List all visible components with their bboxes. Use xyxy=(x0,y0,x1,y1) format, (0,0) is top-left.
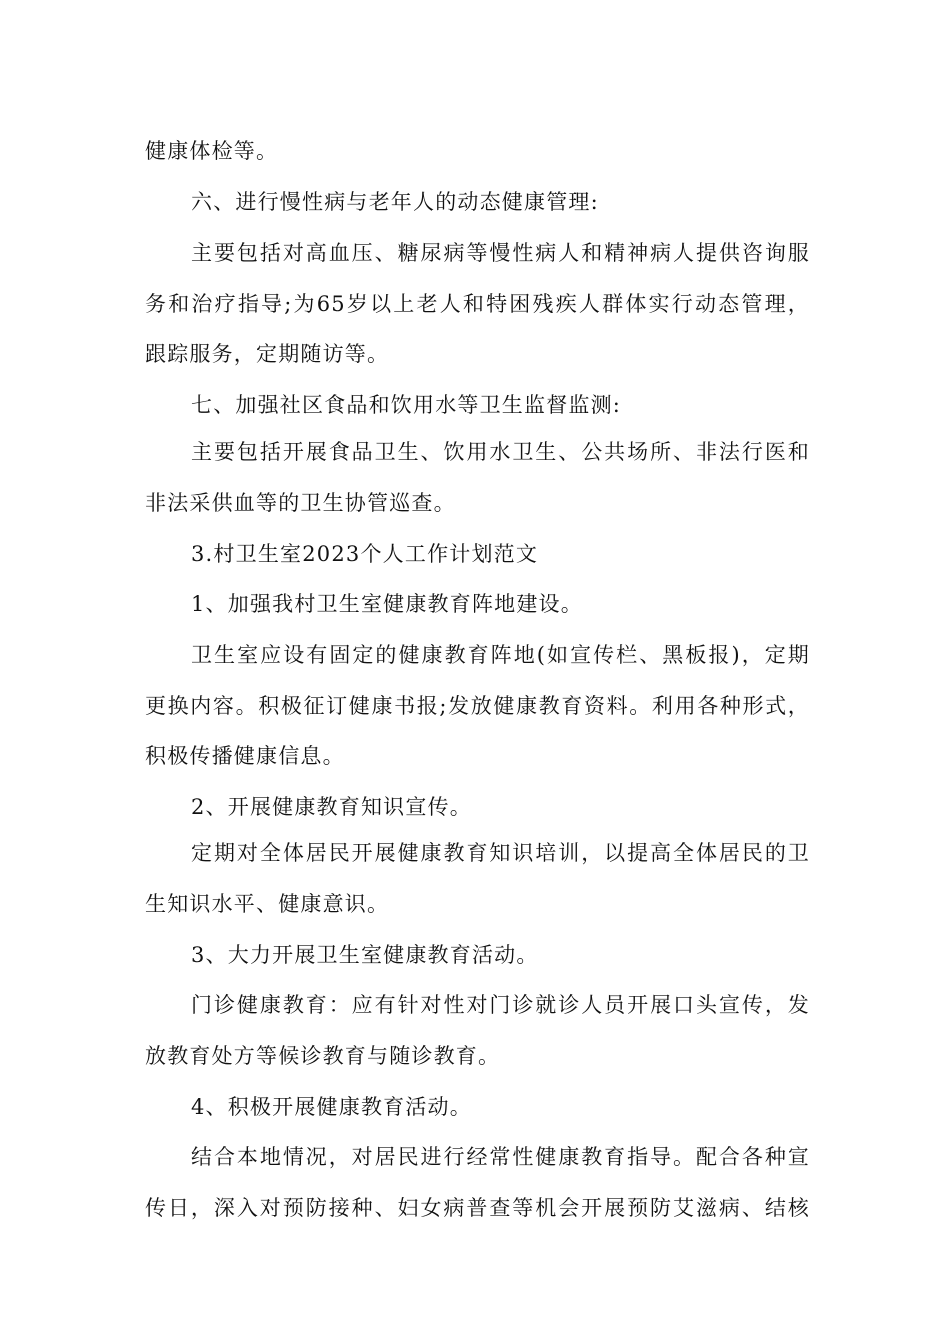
section-heading: 1、加强我村卫生室健康教育阵地建设。 xyxy=(191,592,583,616)
body-text-line: 健康体检等。 xyxy=(145,139,279,163)
body-text-line: 主要包括对高血压、糖尿病等慢性病人和精神病人提供咨询服 xyxy=(191,241,810,265)
section-heading: 2、开展健康教育知识宣传。 xyxy=(191,795,472,819)
body-text-line: 定期对全体居民开展健康教育知识培训，以提高全体居民的卫 xyxy=(191,841,810,865)
section-heading: 3、大力开展卫生室健康教育活动。 xyxy=(191,943,539,967)
body-text-line: 主要包括开展食品卫生、饮用水卫生、公共场所、非法行医和 xyxy=(191,440,810,464)
body-text-line: 传日，深入对预防接种、妇女病普查等机会开展预防艾滋病、结核 xyxy=(145,1196,810,1220)
section-heading: 六、进行慢性病与老年人的动态健康管理: xyxy=(191,190,599,214)
body-text-line: 门诊健康教育：应有针对性对门诊就诊人员开展口头宣传，发 xyxy=(191,993,810,1017)
body-text-line: 生知识水平、健康意识。 xyxy=(145,892,390,916)
body-text-line: 积极传播健康信息。 xyxy=(145,744,345,768)
section-heading: 4、积极开展健康教育活动。 xyxy=(191,1095,472,1119)
body-text-line: 卫生室应设有固定的健康教育阵地(如宣传栏、黑板报)，定期 xyxy=(191,643,810,667)
body-text-line: 放教育处方等候诊教育与随诊教育。 xyxy=(145,1044,501,1068)
document-title: 3.村卫生室2023个人工作计划范文 xyxy=(191,542,539,566)
body-text-line: 结合本地情况，对居民进行经常性健康教育指导。配合各种宣 xyxy=(191,1145,810,1169)
body-text-line: 更换内容。积极征订健康书报;发放健康教育资料。利用各种形式， xyxy=(145,694,810,718)
section-heading: 七、加强社区食品和饮用水等卫生监督监测: xyxy=(191,393,622,417)
body-text-line: 跟踪服务，定期随访等。 xyxy=(145,342,390,366)
body-text-line: 非法采供血等的卫生协管巡查。 xyxy=(145,491,456,515)
body-text-line: 务和治疗指导;为65岁以上老人和特困残疾人群体实行动态管理， xyxy=(145,292,810,316)
